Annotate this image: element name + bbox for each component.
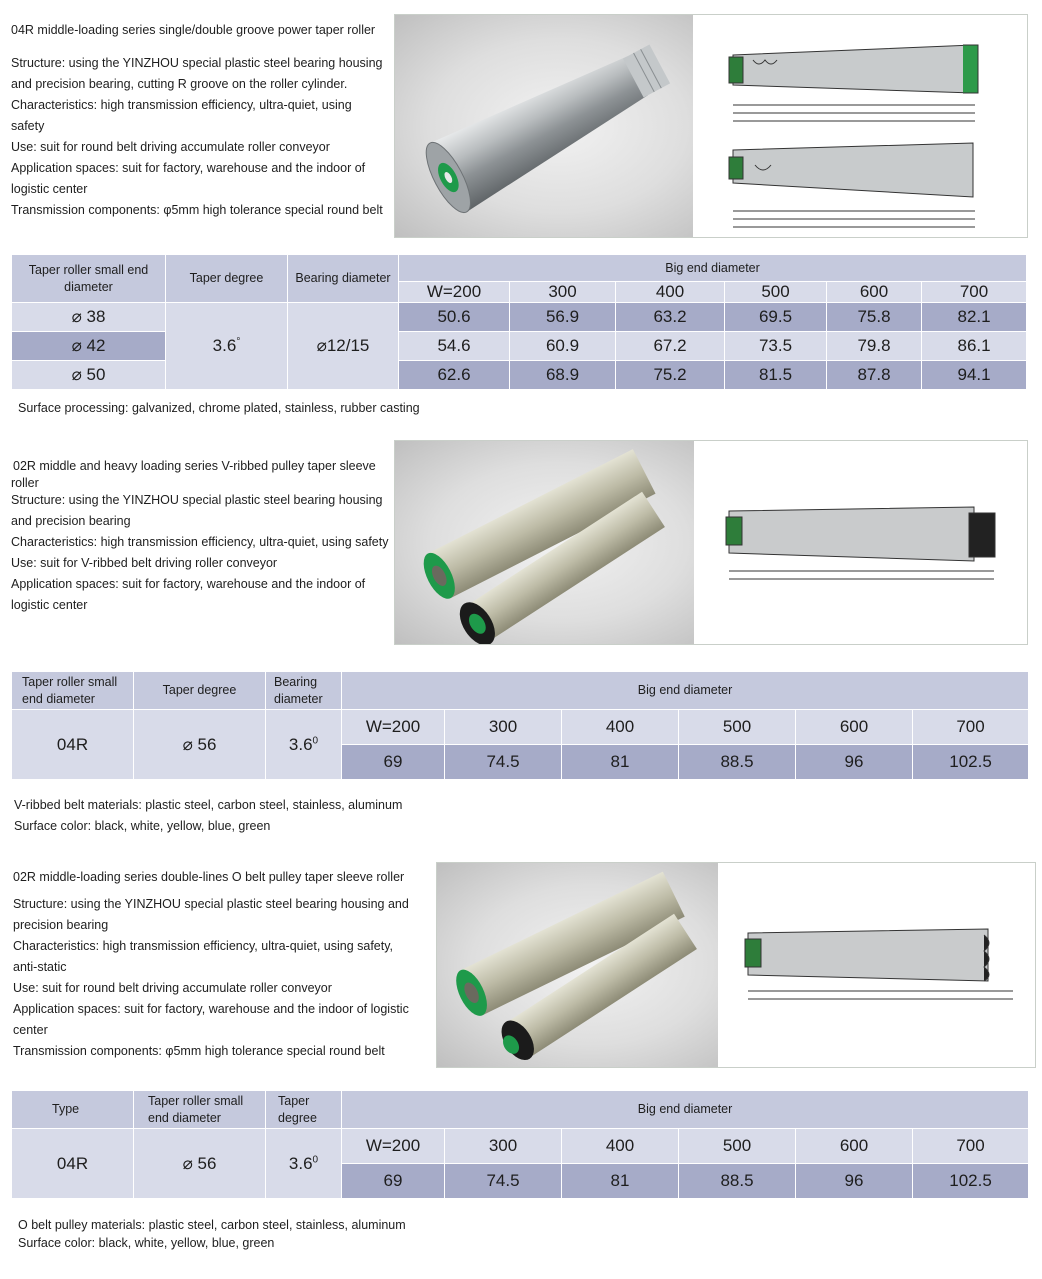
small-end-cell: ⌀ 56 bbox=[134, 1129, 266, 1199]
bearing-cell: ⌀12/15 bbox=[288, 303, 399, 390]
big-end-cell: 88.5 bbox=[679, 1164, 796, 1199]
width-cell: 700 bbox=[913, 1129, 1029, 1164]
width-cell: 400 bbox=[562, 1129, 679, 1164]
header-taper-degree: Taper degree bbox=[166, 255, 288, 303]
big-end-cell: 102.5 bbox=[913, 1164, 1029, 1199]
big-end-cell: 81 bbox=[562, 1164, 679, 1199]
small-end-cell: ⌀ 42 bbox=[12, 332, 166, 361]
section1-line: safety bbox=[11, 119, 45, 133]
section3-title: 02R middle-loading series double-lines O belt pulley taper sleeve roller bbox=[13, 870, 405, 884]
section2-line: logistic center bbox=[11, 598, 88, 612]
header-big-end-diameter: Big end diameter bbox=[342, 1091, 1029, 1129]
width-cell: 600 bbox=[796, 1129, 913, 1164]
o-belt-pulley-materials-note: O belt pulley materials: plastic steel, carbon steel, stainless, aluminum bbox=[18, 1218, 406, 1232]
section2-roller-photo bbox=[395, 441, 694, 644]
section2-title-continued: roller bbox=[11, 476, 39, 490]
big-end-cell: 94.1 bbox=[922, 361, 1027, 390]
big-end-cell: 87.8 bbox=[827, 361, 922, 390]
section3-image-panel bbox=[436, 862, 1036, 1068]
section3-notes bbox=[18, 1216, 618, 1252]
section2-image-panel bbox=[394, 440, 1028, 645]
taper-degree-value: 3.6 bbox=[212, 336, 237, 355]
width-cell: 600 bbox=[796, 710, 913, 745]
taper-degree-value: 3.6 bbox=[288, 1153, 313, 1173]
big-end-cell: 74.5 bbox=[445, 745, 562, 780]
big-end-cell: 81 bbox=[562, 745, 679, 780]
small-end-cell: ⌀ 38 bbox=[12, 303, 166, 332]
section2-title: 02R middle and heavy loading series V-ribbed pulley taper sleeve bbox=[13, 459, 376, 473]
section1-roller-photo bbox=[395, 15, 693, 237]
degree-sign: 0 bbox=[312, 1153, 319, 1165]
width-cell: 500 bbox=[679, 1129, 796, 1164]
section2-line: Use: suit for V-ribbed belt driving roller conveyor bbox=[11, 556, 278, 570]
section1-image-panel bbox=[394, 14, 1028, 238]
section3-line: Application spaces: suit for factory, warehouse and the indoor of logistic bbox=[13, 1002, 409, 1016]
section3-line: Characteristics: high transmission efficiency, ultra-quiet, using safety, bbox=[13, 939, 394, 953]
degree-sign: 0 bbox=[312, 734, 319, 746]
section3-roller-photo bbox=[437, 863, 718, 1067]
section3-description bbox=[13, 867, 428, 1062]
big-end-cell: 88.5 bbox=[679, 745, 796, 780]
section1-line: and precision bearing, cutting R groove on the roller cylinder. bbox=[11, 77, 348, 91]
section1-technical-drawing bbox=[693, 15, 1027, 237]
taper-degree-cell bbox=[266, 710, 342, 780]
small-end-cell: ⌀ 56 bbox=[134, 710, 266, 780]
type-cell: 04R bbox=[12, 1129, 134, 1199]
width-cell: W=200 bbox=[399, 282, 510, 303]
big-end-cell: 75.8 bbox=[827, 303, 922, 332]
v-ribbed-belt-materials-note: V-ribbed belt materials: plastic steel, carbon steel, stainless, aluminum bbox=[14, 798, 403, 812]
big-end-cell: 96 bbox=[796, 1164, 913, 1199]
big-end-cell: 74.5 bbox=[445, 1164, 562, 1199]
section3-line: anti-static bbox=[13, 960, 67, 974]
width-cell: W=200 bbox=[342, 710, 445, 745]
big-end-cell: 63.2 bbox=[616, 303, 725, 332]
big-end-cell: 69 bbox=[342, 1164, 445, 1199]
big-end-cell: 73.5 bbox=[725, 332, 827, 361]
section3-line: Structure: using the YINZHOU special plastic steel bearing housing and bbox=[13, 897, 409, 911]
section1-spec-table bbox=[11, 254, 1027, 390]
section3-line: precision bearing bbox=[13, 918, 109, 932]
width-cell: 500 bbox=[725, 282, 827, 303]
section2-notes bbox=[14, 795, 614, 837]
width-cell: 300 bbox=[510, 282, 616, 303]
big-end-cell: 67.2 bbox=[616, 332, 725, 361]
header-bearing-diameter: Bearing diameter bbox=[266, 672, 342, 710]
width-cell: W=200 bbox=[342, 1129, 445, 1164]
big-end-cell: 50.6 bbox=[399, 303, 510, 332]
type-cell: 04R bbox=[12, 710, 134, 780]
section3-line: Use: suit for round belt driving accumulate roller conveyor bbox=[13, 981, 332, 995]
section1-line: Transmission components: φ5mm high tolerance special round belt bbox=[11, 203, 383, 217]
header-type: Type bbox=[12, 1091, 134, 1129]
big-end-cell: 81.5 bbox=[725, 361, 827, 390]
big-end-cell: 69 bbox=[342, 745, 445, 780]
big-end-cell: 96 bbox=[796, 745, 913, 780]
header-small-end-diameter: Taper roller small end diameter bbox=[134, 1091, 266, 1129]
header-small-end-diameter: Taper roller small end diameter bbox=[12, 672, 134, 710]
small-end-cell: ⌀ 50 bbox=[12, 361, 166, 390]
section3-spec-table bbox=[11, 1090, 1029, 1199]
width-cell: 700 bbox=[922, 282, 1027, 303]
big-end-cell: 75.2 bbox=[616, 361, 725, 390]
taper-degree-value: 3.6 bbox=[288, 734, 313, 754]
section2-spec-table bbox=[11, 671, 1029, 780]
taper-degree-cell bbox=[166, 303, 288, 390]
big-end-cell: 82.1 bbox=[922, 303, 1027, 332]
header-big-end-diameter: Big end diameter bbox=[399, 255, 1027, 282]
big-end-cell: 60.9 bbox=[510, 332, 616, 361]
big-end-cell: 54.6 bbox=[399, 332, 510, 361]
section3-technical-drawing bbox=[718, 863, 1035, 1067]
big-end-cell: 69.5 bbox=[725, 303, 827, 332]
section3-line: Transmission components: φ5mm high tolerance special round belt bbox=[13, 1044, 385, 1058]
big-end-cell: 56.9 bbox=[510, 303, 616, 332]
section2-technical-drawing bbox=[694, 441, 1027, 644]
section2-description bbox=[11, 457, 396, 616]
big-end-cell: 62.6 bbox=[399, 361, 510, 390]
section2-line: and precision bearing bbox=[11, 514, 131, 528]
big-end-cell: 86.1 bbox=[922, 332, 1027, 361]
width-cell: 300 bbox=[445, 710, 562, 745]
header-taper-degree: Taper degree bbox=[266, 1091, 342, 1129]
section1-line: Use: suit for round belt driving accumulate roller conveyor bbox=[11, 140, 330, 154]
width-cell: 400 bbox=[616, 282, 725, 303]
header-bearing-diameter: Bearing diameter bbox=[288, 255, 399, 303]
big-end-cell: 68.9 bbox=[510, 361, 616, 390]
big-end-cell: 102.5 bbox=[913, 745, 1029, 780]
section1-line: Application spaces: suit for factory, warehouse and the indoor of bbox=[11, 161, 366, 175]
section1-title: 04R middle-loading series single/double groove power taper roller bbox=[11, 23, 376, 37]
header-big-end-diameter: Big end diameter bbox=[342, 672, 1029, 710]
width-cell: 300 bbox=[445, 1129, 562, 1164]
width-cell: 500 bbox=[679, 710, 796, 745]
degree-sign: ° bbox=[236, 336, 241, 348]
width-cell: 400 bbox=[562, 710, 679, 745]
taper-degree-cell bbox=[266, 1129, 342, 1199]
surface-color-note: Surface color: black, white, yellow, blue, green bbox=[14, 819, 271, 833]
section2-line: Application spaces: suit for factory, warehouse and the indoor of bbox=[11, 577, 366, 591]
section1-notes bbox=[18, 399, 618, 417]
section3-line: center bbox=[13, 1023, 48, 1037]
section1-description bbox=[11, 20, 391, 221]
width-cell: 600 bbox=[827, 282, 922, 303]
section1-line: Structure: using the YINZHOU special plastic steel bearing housing bbox=[11, 56, 383, 70]
surface-processing-note: Surface processing: galvanized, chrome plated, stainless, rubber casting bbox=[18, 401, 420, 415]
header-taper-degree: Taper degree bbox=[134, 672, 266, 710]
surface-color-note: Surface color: black, white, yellow, blue, green bbox=[18, 1236, 275, 1250]
section2-line: Structure: using the YINZHOU special plastic steel bearing housing bbox=[11, 493, 383, 507]
section2-line: Characteristics: high transmission efficiency, ultra-quiet, using safety bbox=[11, 535, 389, 549]
big-end-cell: 79.8 bbox=[827, 332, 922, 361]
header-small-end-diameter: Taper roller small end diameter bbox=[12, 255, 166, 303]
section1-line: Characteristics: high transmission efficiency, ultra-quiet, using bbox=[11, 98, 352, 112]
section1-line: logistic center bbox=[11, 182, 88, 196]
width-cell: 700 bbox=[913, 710, 1029, 745]
